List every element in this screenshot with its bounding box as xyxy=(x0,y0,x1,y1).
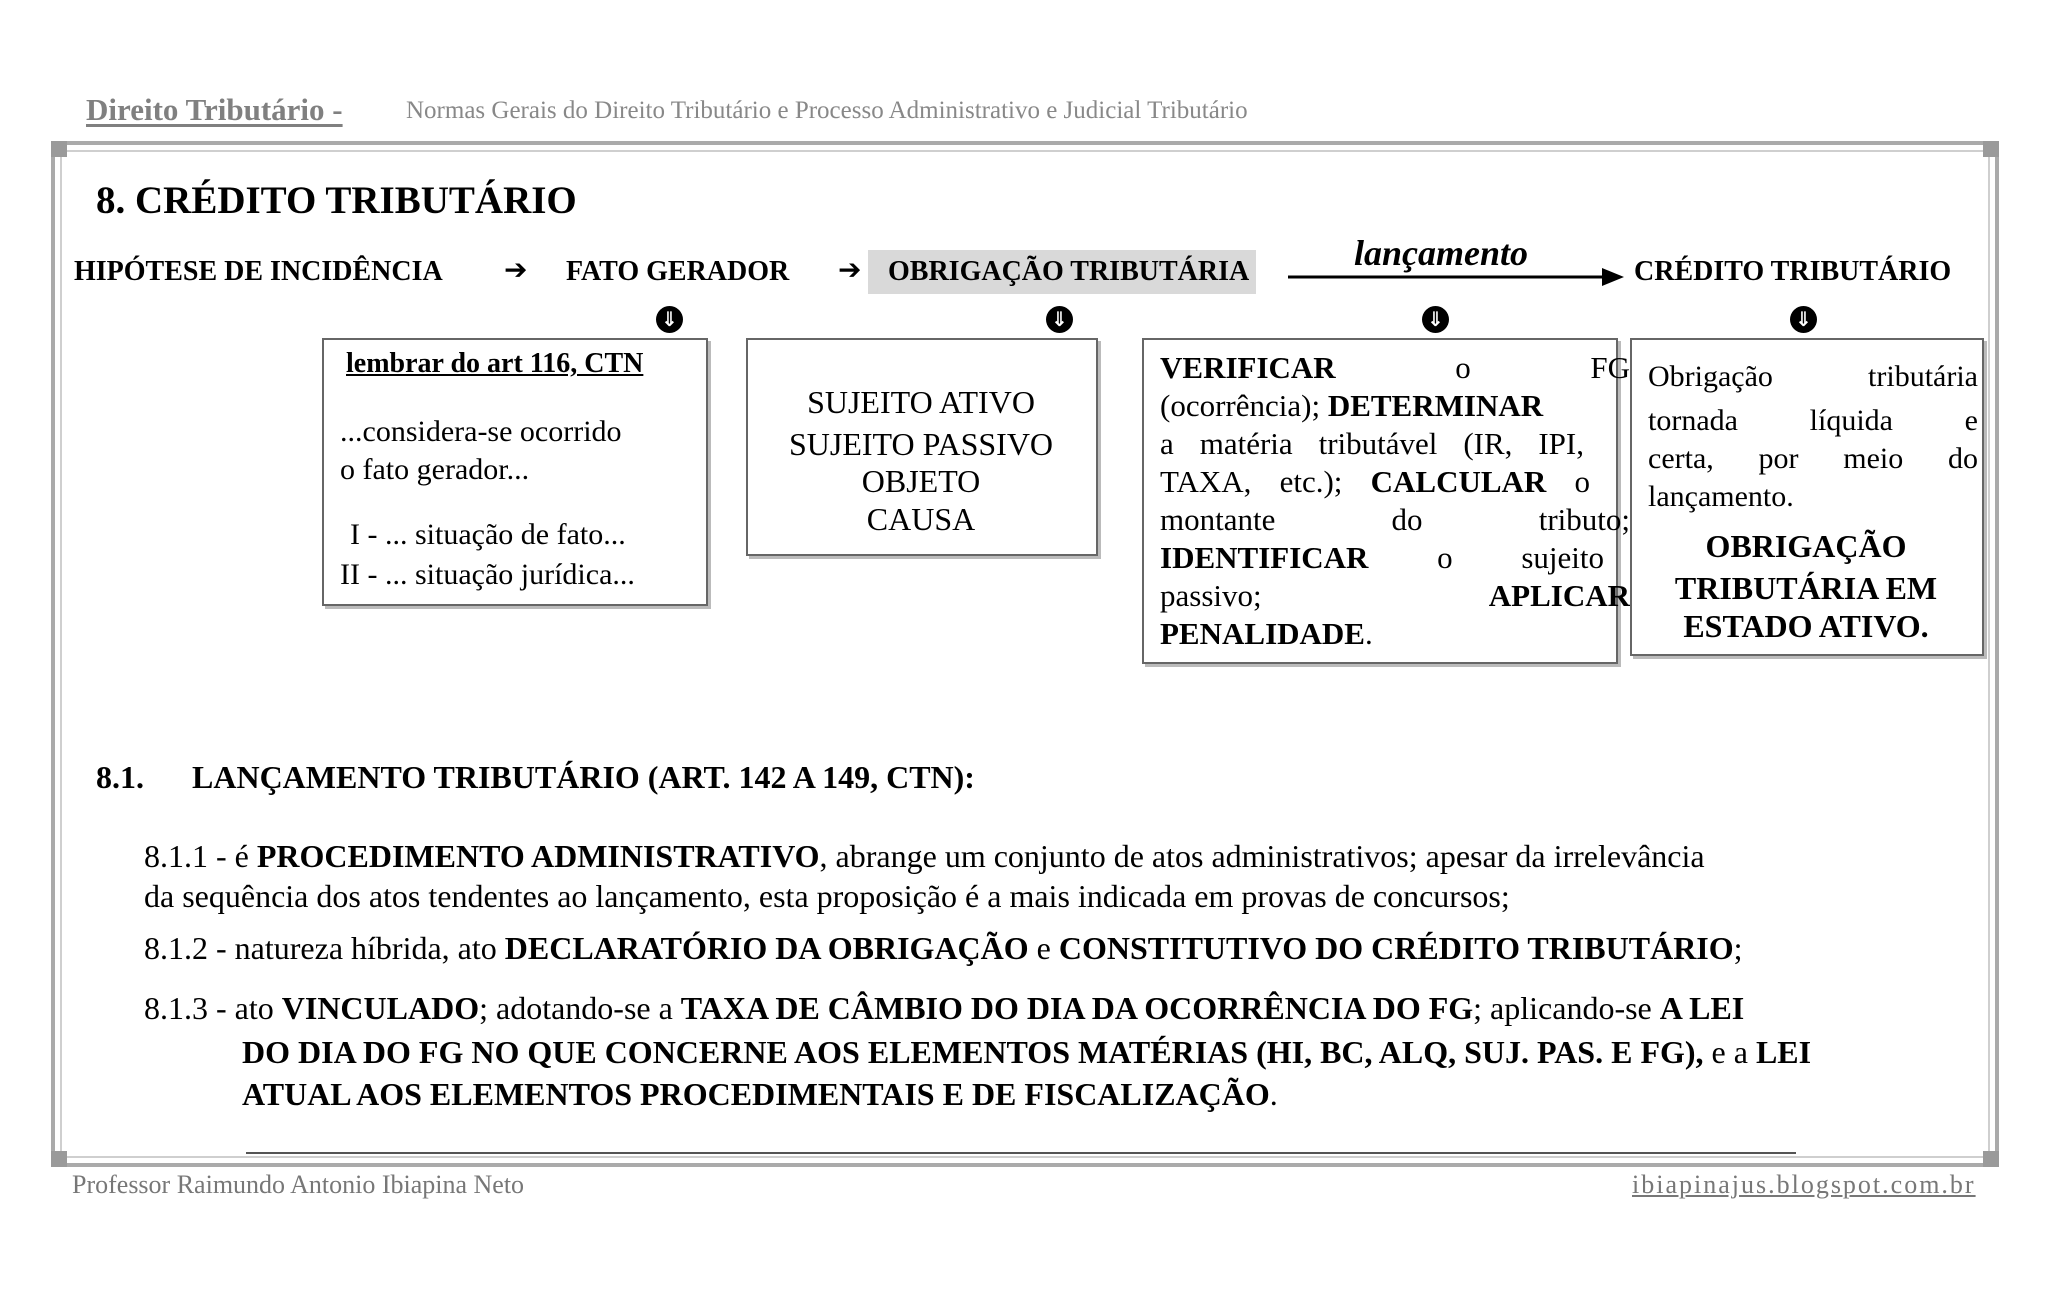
box-lancamento-line: TAXA, etc.); CALCULAR o xyxy=(1160,464,1591,499)
down-arrow-icon: ⇓ xyxy=(656,306,683,333)
box-elementos-line: CAUSA xyxy=(866,501,976,537)
frame-corner-ornament xyxy=(1983,1151,1999,1167)
box-lancamento-line: VERIFICAR o FG xyxy=(1160,350,1630,385)
box-lancamento-line: (ocorrência); DETERMINAR xyxy=(1160,388,1544,423)
box-elementos-line: SUJEITO PASSIVO xyxy=(788,426,1054,462)
paragraph-8-1-3-cont: DO DIA DO FG NO QUE CONCERNE AOS ELEMENTOS MATÉRIAS (HI, BC, ALQ, SUJ. PAS. E FG), e a LEI xyxy=(242,1034,1812,1070)
box-art-116-line: II - ... situação jurídica... xyxy=(340,558,635,591)
box-lancamento-line: montante do tributo; xyxy=(1160,502,1630,537)
document-subtitle: Normas Gerais do Direito Tributário e Processo Administrativo e Judicial Tributário xyxy=(406,97,1248,124)
down-arrow-icon: ⇓ xyxy=(1046,306,1073,333)
box-credito-bold-line: TRIBUTÁRIA EM xyxy=(1674,570,1938,606)
box-elementos-line: OBJETO xyxy=(861,463,981,499)
document-title: Direito Tributário - xyxy=(86,92,343,127)
box-elementos-line: SUJEITO ATIVO xyxy=(807,384,1035,420)
lancamento-label: lançamento xyxy=(1354,233,1529,273)
down-arrow-icon: ⇓ xyxy=(1422,306,1449,333)
box-credito-bold-line: ESTADO ATIVO. xyxy=(1683,608,1929,644)
box-credito-bold-line: OBRIGAÇÃO xyxy=(1705,528,1907,564)
box-lancamento-line: passivo; APLICAR xyxy=(1160,578,1630,613)
down-arrow-icon: ⇓ xyxy=(1790,306,1817,333)
subsection-number: 8.1. xyxy=(96,759,144,795)
footer-blog-link[interactable]: ibiapinajus.blogspot.com.br xyxy=(1632,1170,1976,1199)
frame-corner-ornament xyxy=(51,141,67,157)
subsection-title: LANÇAMENTO TRIBUTÁRIO (ART. 142 A 149, CTN): xyxy=(192,759,975,795)
frame-corner-ornament xyxy=(51,1151,67,1167)
box-art-116-line: I - ... situação de fato... xyxy=(350,518,626,551)
footer-author: Professor Raimundo Antonio Ibiapina Neto xyxy=(72,1170,525,1199)
box-credito-line: Obrigação tributária xyxy=(1648,360,1978,393)
box-art-116-line: ...considera-se ocorrido xyxy=(340,415,622,448)
box-lancamento-line: PENALIDADE. xyxy=(1160,616,1373,651)
paragraph-8-1-3: 8.1.3 - ato VINCULADO; adotando-se a TAXA DE CÂMBIO DO DIA DA OCORRÊNCIA DO FG; aplicando-se A LEI xyxy=(144,990,1745,1026)
flow-step-hipotese: HIPÓTESE DE INCIDÊNCIA xyxy=(74,256,443,287)
section-title: 8. CRÉDITO TRIBUTÁRIO xyxy=(96,179,577,222)
paragraph-8-1-1: 8.1.1 - é PROCEDIMENTO ADMINISTRATIVO, abrange um conjunto de atos administrativos; apesar da irrelevância xyxy=(144,838,1705,874)
flow-step-credito: CRÉDITO TRIBUTÁRIO xyxy=(1634,256,1952,287)
paragraph-8-1-2: 8.1.2 - natureza híbrida, ato DECLARATÓRIO DA OBRIGAÇÃO e CONSTITUTIVO DO CRÉDITO TRIBUTÁRIO; xyxy=(144,930,1743,966)
footer-rule xyxy=(246,1152,1796,1154)
box-credito-line: tornada líquida e xyxy=(1648,404,1978,437)
box-credito-line: lançamento. xyxy=(1648,480,1794,513)
box-art-116-title: lembrar do art 116, CTN xyxy=(346,348,644,379)
box-art-116-line: o fato gerador... xyxy=(340,453,530,486)
flow-step-obrigacao: OBRIGAÇÃO TRIBUTÁRIA xyxy=(888,256,1250,287)
frame-corner-ornament xyxy=(1983,141,1999,157)
box-lancamento-line: IDENTIFICAR o sujeito xyxy=(1160,540,1604,575)
box-credito-line: certa, por meio do xyxy=(1648,442,1978,475)
paragraph-8-1-3-cont: ATUAL AOS ELEMENTOS PROCEDIMENTAIS E DE FISCALIZAÇÃO. xyxy=(242,1076,1278,1112)
box-lancamento-line: a matéria tributável (IR, IPI, xyxy=(1160,426,1584,461)
paragraph-8-1-1-cont: da sequência dos atos tendentes ao lançamento, esta proposição é a mais indicada em provas de concursos; xyxy=(144,878,1510,914)
right-arrow-icon: ➔ xyxy=(838,253,862,286)
right-arrow-icon: ➔ xyxy=(504,253,528,286)
lancamento-arrow-icon xyxy=(1288,264,1628,290)
flow-step-fato-gerador: FATO GERADOR xyxy=(566,256,790,287)
